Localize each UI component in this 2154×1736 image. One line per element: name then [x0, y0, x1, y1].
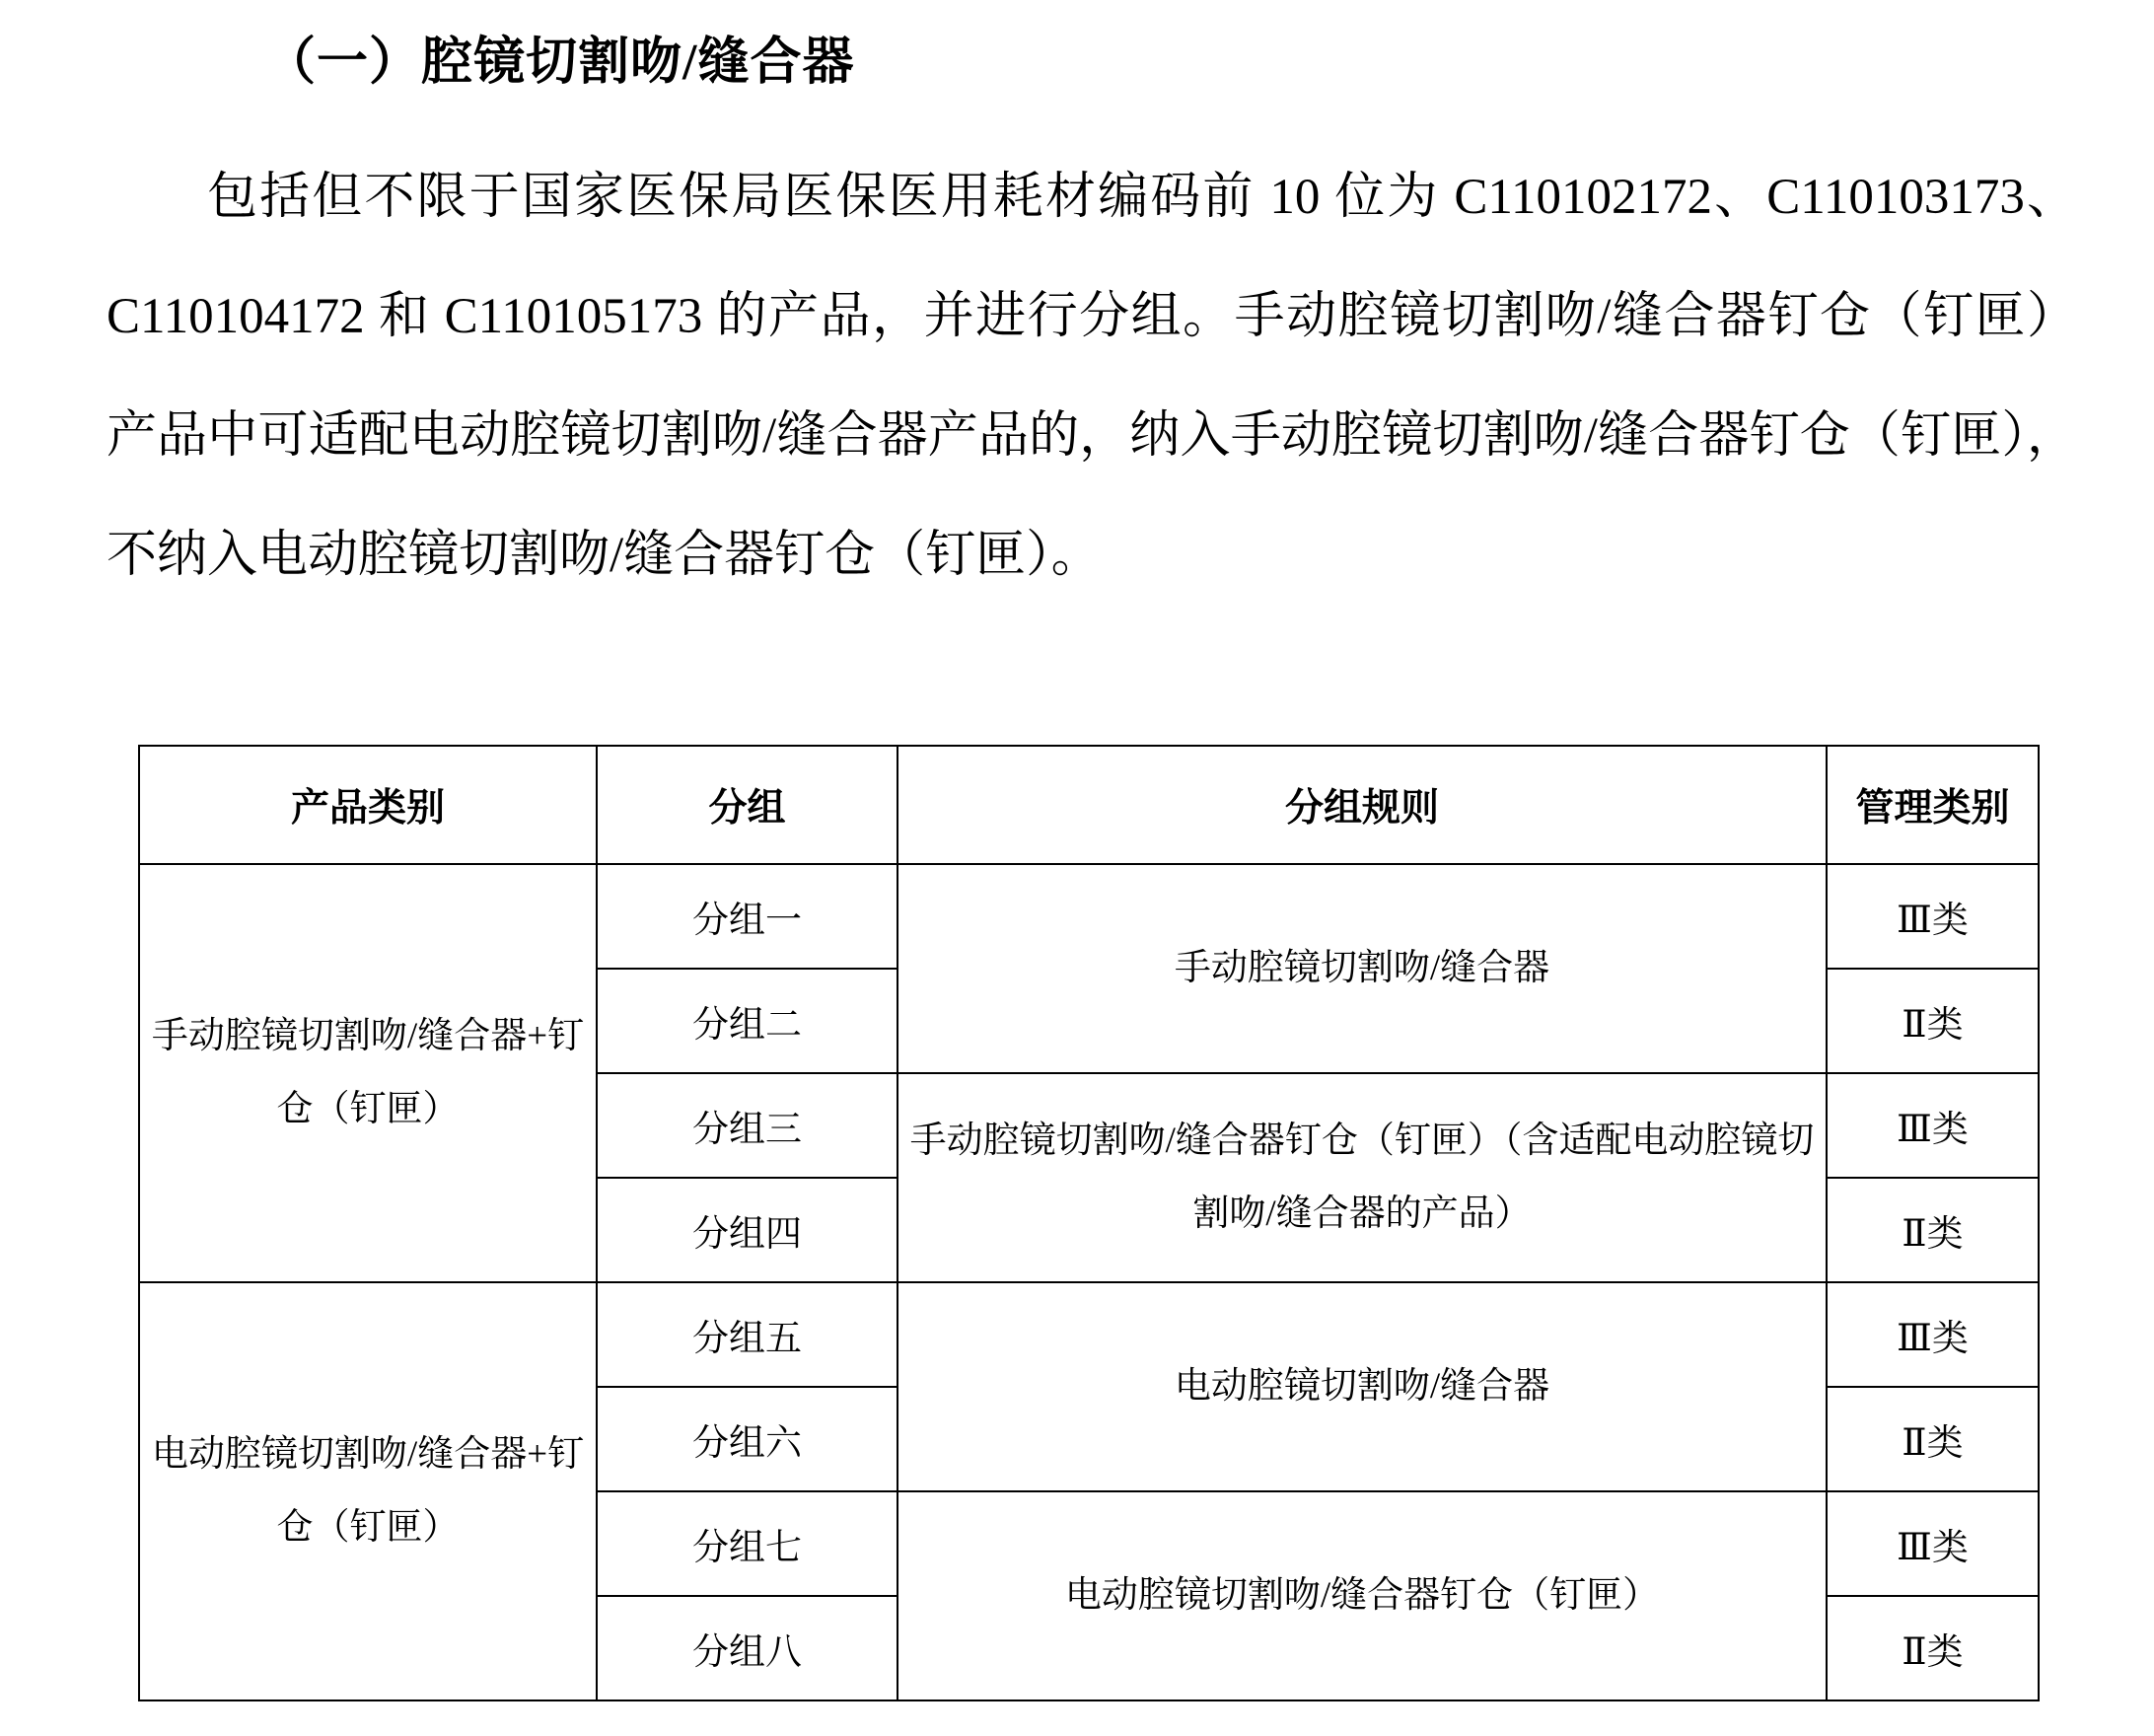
cell-group-6: 分组六: [597, 1387, 898, 1491]
cell-management-1: Ⅲ类: [1827, 864, 2039, 969]
table-row: [139, 1282, 2039, 1387]
cell-management-7: Ⅲ类: [1827, 1491, 2039, 1596]
cell-group-4: 分组四: [597, 1178, 898, 1282]
grouping-table: [138, 745, 2040, 1701]
table-row: [139, 864, 2039, 969]
cell-group-1: 分组一: [597, 864, 898, 969]
cell-management-2: Ⅱ类: [1827, 969, 2039, 1073]
column-header-rule: 分组规则: [898, 746, 1827, 864]
column-header-management: 管理类别: [1827, 746, 2039, 864]
cell-group-3: 分组三: [597, 1073, 898, 1178]
cell-group-7: 分组七: [597, 1491, 898, 1596]
cell-management-5: Ⅲ类: [1827, 1282, 2039, 1387]
cell-rule-manual-device: 手动腔镜切割吻/缝合器: [898, 864, 1827, 1073]
column-header-group: 分组: [597, 746, 898, 864]
cell-management-3: Ⅲ类: [1827, 1073, 2039, 1178]
cell-category-powered: 电动腔镜切割吻/缝合器+钉仓（钉匣）: [139, 1282, 597, 1700]
cell-rule-powered-device: 电动腔镜切割吻/缝合器: [898, 1282, 1827, 1491]
body-paragraph: 包括但不限于国家医保局医保医用耗材编码前 10 位为 C110102172、C110103173、C110104172 和 C110105173 的产品，并进行分组。手动腔镜切割吻/缝合器钉仓（钉匣）产品中可适配电动腔镜切割吻/缝合器产品的，纳入手动腔镜切割吻/缝合器钉仓（钉匣），不纳入电动腔镜切割吻/缝合器钉仓（钉匣）。: [107, 170, 2077, 583]
cell-category-manual: 手动腔镜切割吻/缝合器+钉仓（钉匣）: [139, 864, 597, 1282]
section-heading: （一）腔镜切割吻/缝合器: [264, 35, 855, 91]
cell-management-8: Ⅱ类: [1827, 1596, 2039, 1700]
cell-group-5: 分组五: [597, 1282, 898, 1387]
column-header-category: 产品类别: [139, 746, 597, 864]
table-header-row: [139, 746, 2039, 864]
cell-group-8: 分组八: [597, 1596, 898, 1700]
cell-group-2: 分组二: [597, 969, 898, 1073]
cell-rule-powered-cartridge: 电动腔镜切割吻/缝合器钉仓（钉匣）: [898, 1491, 1827, 1700]
cell-management-4: Ⅱ类: [1827, 1178, 2039, 1282]
cell-rule-manual-cartridge: 手动腔镜切割吻/缝合器钉仓（钉匣）（含适配电动腔镜切割吻/缝合器的产品）: [898, 1073, 1827, 1282]
cell-management-6: Ⅱ类: [1827, 1387, 2039, 1491]
